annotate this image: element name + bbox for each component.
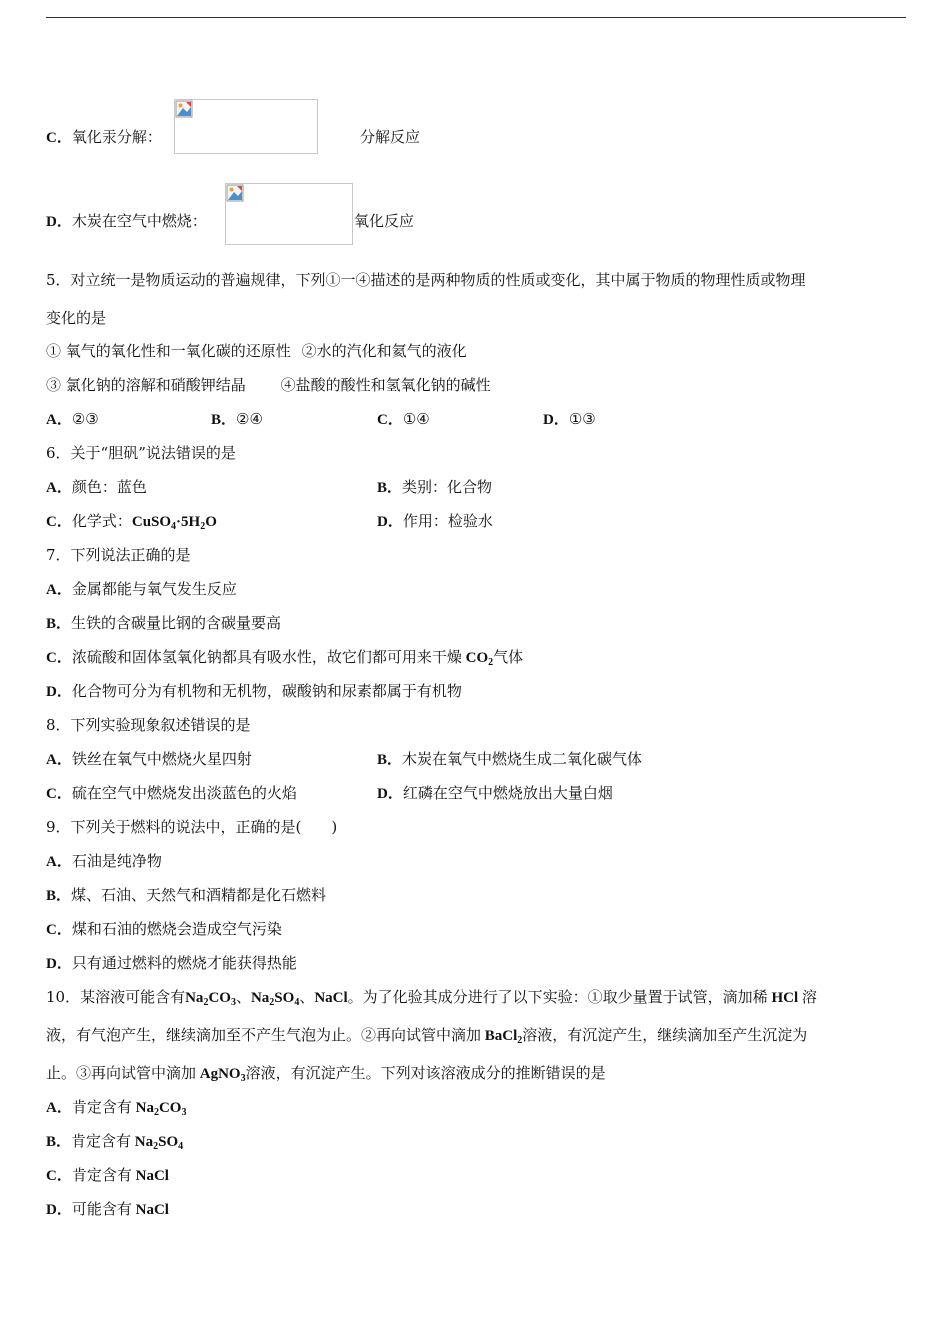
q6-option-c: [46, 511, 217, 532]
option-text: 石油是纯净物: [71, 852, 162, 870]
q9-option-d: [46, 953, 297, 974]
q10-option-a: [46, 1097, 186, 1118]
option-text: 氧化汞分解：: [71, 128, 162, 146]
option-label: C．: [46, 514, 72, 530]
option-text: ②③: [71, 410, 99, 428]
chemical-formula: $CO_2$: [461, 650, 494, 668]
q8-option-d: [377, 783, 613, 804]
q6-option-b: [377, 477, 492, 498]
option-label: C．: [46, 922, 72, 938]
chemical-formula: NaCl: [131, 1202, 169, 1218]
option-text: 硫在空气中燃烧发出淡蓝色的火焰: [71, 784, 297, 802]
option-text: 木炭在氧气中燃烧生成二氧化碳气体: [402, 750, 643, 768]
option-label: C．: [46, 786, 72, 802]
option-text: 化学式：: [71, 512, 132, 530]
q6-option-d: [377, 511, 493, 532]
q5-stem-line2: 变化的是: [46, 309, 107, 327]
option-text: 类别：化合物: [402, 478, 493, 496]
option-label: B．: [46, 1134, 72, 1150]
chemical-formula: $Na_2SO_4$: [131, 1134, 184, 1152]
q8-stem: 8．下列实验现象叙述错误的是: [46, 716, 251, 734]
q5-option-b: [211, 409, 263, 430]
option-label: C．: [46, 650, 72, 666]
option-label: A．: [46, 1100, 72, 1116]
q5-items-row1: [46, 341, 467, 361]
option-label: D．: [377, 514, 403, 530]
q4-option-c: [46, 127, 162, 148]
option-label: B．: [377, 752, 403, 768]
q5-item-2: ②水的汽化和氦气的液化: [301, 342, 467, 360]
option-label: A．: [46, 752, 72, 768]
q5-item-3: ③ 氯化钠的溶解和硝酸钾结晶: [46, 376, 246, 394]
q9-option-a: [46, 851, 162, 872]
option-label: D．: [46, 684, 72, 700]
q10-text: 溶液，有沉淀产生。下列对该溶液成分的推断错误的是: [245, 1064, 606, 1082]
equation-image-placeholder: [174, 99, 318, 154]
q10-text: 液，有气泡产生，继续滴加至不产生气泡为止。②再向试管中滴加: [46, 1026, 482, 1044]
q10-separator: 、: [235, 988, 251, 1006]
q10-option-b: [46, 1131, 183, 1152]
option-label: A．: [46, 582, 72, 598]
q5-items-row2: [46, 375, 491, 395]
chemical-formula: $Na_2CO_3$: [131, 1100, 187, 1118]
option-label: B．: [46, 616, 72, 632]
option-text: 可能含有: [71, 1200, 132, 1218]
option-label: B．: [46, 888, 72, 904]
option-label: C．: [46, 1168, 72, 1184]
option-text: 肯定含有: [71, 1098, 132, 1116]
option-label: C．: [46, 130, 72, 146]
q9-stem: 9．下列关于燃料的说法中，正确的是( ): [46, 818, 338, 836]
q10-separator: 、: [299, 988, 315, 1006]
q10-text: 。为了化验其成分进行了以下实验：①取少量置于试管，滴加稀: [347, 988, 768, 1006]
option-label: D．: [46, 956, 72, 972]
q10-text: 溶: [801, 988, 817, 1006]
chemical-formula: HCl: [767, 990, 802, 1006]
broken-image-icon: [226, 184, 244, 202]
option-text: 作用：检验水: [402, 512, 493, 530]
option-text: ①③: [568, 410, 596, 428]
q4-option-d-tail: 氧化反应: [354, 212, 415, 230]
q4-option-d: [46, 211, 207, 232]
option-text: ①④: [402, 410, 430, 428]
broken-image-icon: [175, 100, 193, 118]
option-text: 红磷在空气中燃烧放出大量白烟: [402, 784, 613, 802]
option-text: 煤和石油的燃烧会造成空气污染: [71, 920, 282, 938]
q10-stem-line1: [46, 987, 817, 1008]
option-text-tail: 气体: [493, 648, 524, 666]
q6-option-a: [46, 477, 147, 498]
chemical-formula: $CuSO_4\cdot 5H_2O$: [131, 514, 217, 532]
q8-option-b: [377, 749, 642, 770]
q10-text: 10．某溶液可能含有: [46, 988, 186, 1006]
q7-option-b: [46, 613, 281, 634]
q5-item-1: ① 氧气的氧化性和一氧化碳的还原性: [46, 342, 291, 360]
equation-image-placeholder: [225, 183, 353, 245]
q5-option-c: [377, 409, 430, 430]
option-text: 金属都能与氧气发生反应: [71, 580, 237, 598]
q5-option-a: [46, 409, 99, 430]
option-text: 肯定含有: [71, 1132, 132, 1150]
q7-option-c: [46, 647, 523, 668]
option-text: 浓硫酸和固体氢氧化钠都具有吸水性，故它们都可用来干燥: [71, 648, 462, 666]
option-text: ②④: [236, 410, 263, 428]
q5-item-4: ④盐酸的酸性和氢氧化钠的碱性: [280, 376, 491, 394]
option-text: 肯定含有: [71, 1166, 132, 1184]
option-text: 化合物可分为有机物和无机物，碳酸钠和尿素都属于有机物: [71, 682, 462, 700]
q9-option-b: [46, 885, 326, 906]
q10-stem-line2: [46, 1025, 807, 1046]
option-text: 铁丝在氧气中燃烧火星四射: [71, 750, 252, 768]
q5-option-d: [543, 409, 596, 430]
option-label: B．: [211, 412, 237, 428]
option-label: D．: [543, 412, 569, 428]
option-label: B．: [377, 480, 403, 496]
q10-text: 止。③再向试管中滴加: [46, 1064, 197, 1082]
chemical-formula: $Na_2SO_4$: [250, 990, 300, 1008]
q10-text: 溶液，有沉淀产生，继续滴加至产生沉淀为: [522, 1026, 808, 1044]
q8-option-a: [46, 749, 252, 770]
option-label: D．: [377, 786, 403, 802]
q7-option-a: [46, 579, 237, 600]
option-label: A．: [46, 412, 72, 428]
option-text: 煤、石油、天然气和酒精都是化石燃料: [71, 886, 327, 904]
option-text: 木炭在空气中燃烧：: [71, 212, 207, 230]
q10-stem-line3: [46, 1063, 606, 1084]
option-label: A．: [46, 854, 72, 870]
q8-option-c: [46, 783, 297, 804]
option-label: D．: [46, 1202, 72, 1218]
q7-option-d: [46, 681, 462, 702]
q5-stem-line1: 5．对立统一是物质运动的普遍规律，下列①一④描述的是两种物质的性质或变化，其中属于物质的物理性质或物理: [46, 271, 806, 289]
option-label: C．: [377, 412, 403, 428]
q4-option-c-tail: 分解反应: [360, 128, 421, 146]
q10-option-c: [46, 1165, 169, 1186]
option-label: D．: [46, 214, 72, 230]
q7-stem: 7．下列说法正确的是: [46, 546, 191, 564]
chemical-formula: NaCl: [131, 1168, 169, 1184]
option-text: 颜色：蓝色: [71, 478, 147, 496]
q6-stem: 6．关于“胆矾”说法错误的是: [46, 444, 236, 462]
header-rule: [46, 17, 906, 18]
q9-option-c: [46, 919, 282, 940]
chemical-formula: AgNO$_3$: [196, 1066, 246, 1084]
chemical-formula: $Na_2CO_3$: [185, 990, 236, 1008]
q10-option-d: [46, 1199, 169, 1220]
option-label: A．: [46, 480, 72, 496]
option-text: 只有通过燃料的燃烧才能获得热能: [71, 954, 297, 972]
chemical-formula: NaCl: [314, 990, 348, 1006]
chemical-formula: BaCl$_2$: [481, 1028, 523, 1046]
option-text: 生铁的含碳量比钢的含碳量要高: [71, 614, 282, 632]
